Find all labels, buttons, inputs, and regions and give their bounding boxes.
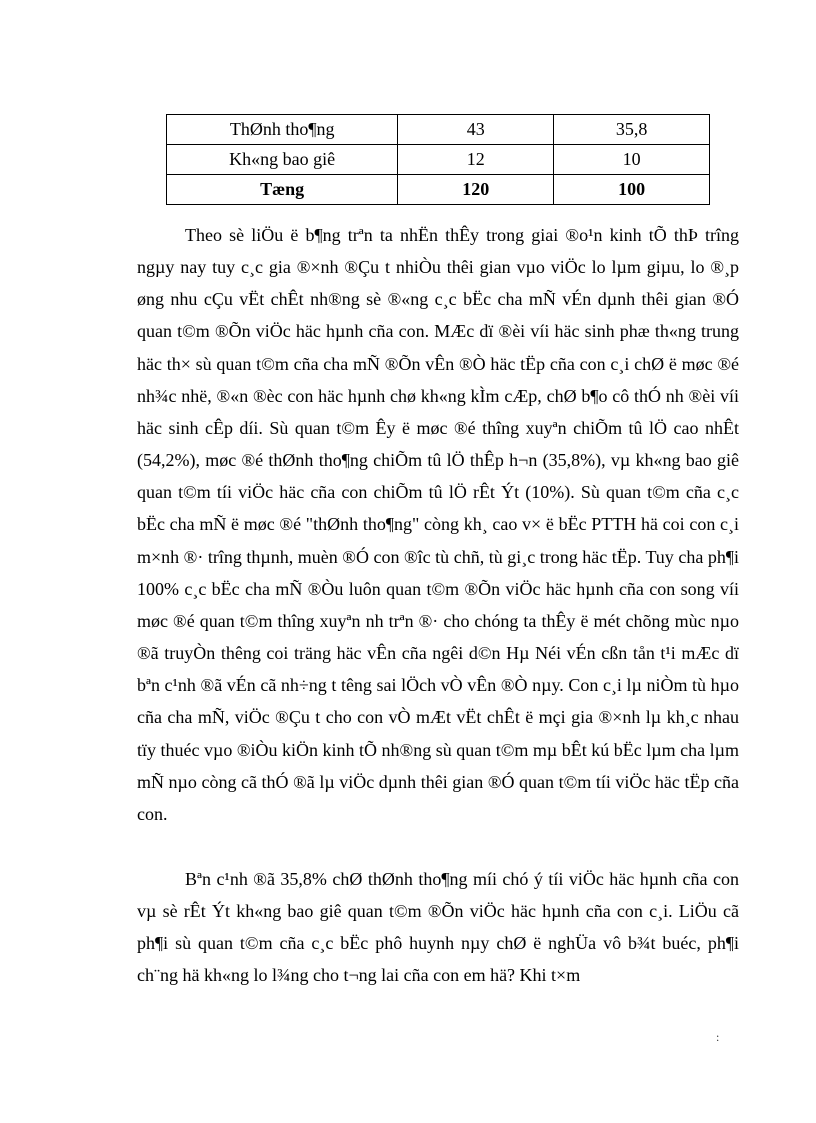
row-label: ThØnh tho¶ng bbox=[167, 115, 398, 145]
table-total-row bbox=[167, 175, 710, 205]
row-percent: 10 bbox=[554, 145, 710, 175]
total-percent: 100 bbox=[554, 175, 710, 205]
row-count: 43 bbox=[398, 115, 554, 145]
table-row bbox=[167, 145, 710, 175]
total-label: Tæng bbox=[167, 175, 398, 205]
row-percent: 35,8 bbox=[554, 115, 710, 145]
row-count: 12 bbox=[398, 145, 554, 175]
body-paragraph-1: Theo sè liÖu ë b¶ng trªn ta nhËn thÊy trong giai ®o¹n kinh tÕ thÞ trîng ngµy nay tuy c¸c gia ®×nh ®Çu t nhiÒu thêi gian vµo viÖc lo lµm giµu, lo ®¸p øng nhu cÇu vËt chÊt nh®ng sè ®«ng c¸c bËc cha mÑ vÉn dµnh thêi gian ®Ó quan t©m ®Õn viÖc häc hµnh cña con. MÆc dï ®èi víi häc sinh phæ th«ng trung häc th× sù quan t©m cña cha mÑ ®Õn vÊn ®Ò häc tËp cña con c¸i chØ ë møc ®é nh¾c nhë, ®«n ®èc con häc hµnh chø kh«ng kÌm cÆp, chØ b¶o cô thÓ nh ®èi víi häc sinh cÊp díi. Sù quan t©m Êy ë møc ®é thîng xuyªn chiÕm tû lÖ cao nhÊt (54,2%), møc ®é thØnh tho¶ng chiÕm tû lÖ thÊp h¬n (35,8%), vµ kh«ng bao giê quan t©m tíi viÖc häc cña con chiÕm tû lÖ rÊt Ýt (10%). Sù quan t©m cña c¸c bËc cha mÑ ë møc ®é "thØnh tho¶ng" còng kh¸ cao v× ë bËc PTTH hä coi con c¸i m×nh ®· trîng thµnh, muèn ®Ó con ®îc tù chñ, tù gi¸c trong häc tËp. Tuy cha ph¶i 100% c¸c bËc cha mÑ ®Òu luôn quan t©m ®Õn viÖc häc hµnh cña con song víi møc ®é quan t©m thîng xuyªn nh trªn ®· cho chóng ta thÊy ë mét chõng mùc nµo ®ã truyÒn thêng coi träng häc vÊn cña ngêi d©n Hµ Néi vÉn cßn tån t¹i mÆc dï bªn c¹nh ®ã vÉn cã nh÷ng t têng sai lÖch vÒ vÊn ®Ò nµy. Con c¸i lµ niÒm tù hµo cña cha mÑ, viÖc ®Çu t cho con vÒ mÆt vËt chÊt ë mçi gia ®×nh lµ kh¸c nhau tïy thuéc vµo ®iÒu kiÖn kinh tÕ nh®ng sù quan t©m mµ bÊt kú bËc lµm cha lµm mÑ nµo còng cã thÓ ®ã lµ viÖc dµnh thêi gian ®Ó quan t©m tíi viÖc häc tËp cña con. bbox=[137, 225, 739, 824]
survey-table bbox=[166, 114, 710, 205]
body-paragraph-2: Bªn c¹nh ®ã 35,8% chØ thØnh tho¶ng míi chó ý tíi viÖc häc hµnh cña con vµ sè rÊt Ýt kh«ng bao giê quan t©m ®Õn viÖc häc hµnh cña con c¸i. LiÖu cã ph¶i sù quan t©m cña c¸c bËc phô huynh nµy chØ ë nghÜa vô b¾t buéc, ph¶i ch¨ng hä kh«ng lo l¾ng cho t¬ng lai cña con em hä? Khi t×m bbox=[137, 869, 739, 986]
row-label: Kh«ng bao giê bbox=[167, 145, 398, 175]
total-count: 120 bbox=[398, 175, 554, 205]
page-mark: : bbox=[716, 1030, 720, 1044]
table-row bbox=[167, 115, 710, 145]
